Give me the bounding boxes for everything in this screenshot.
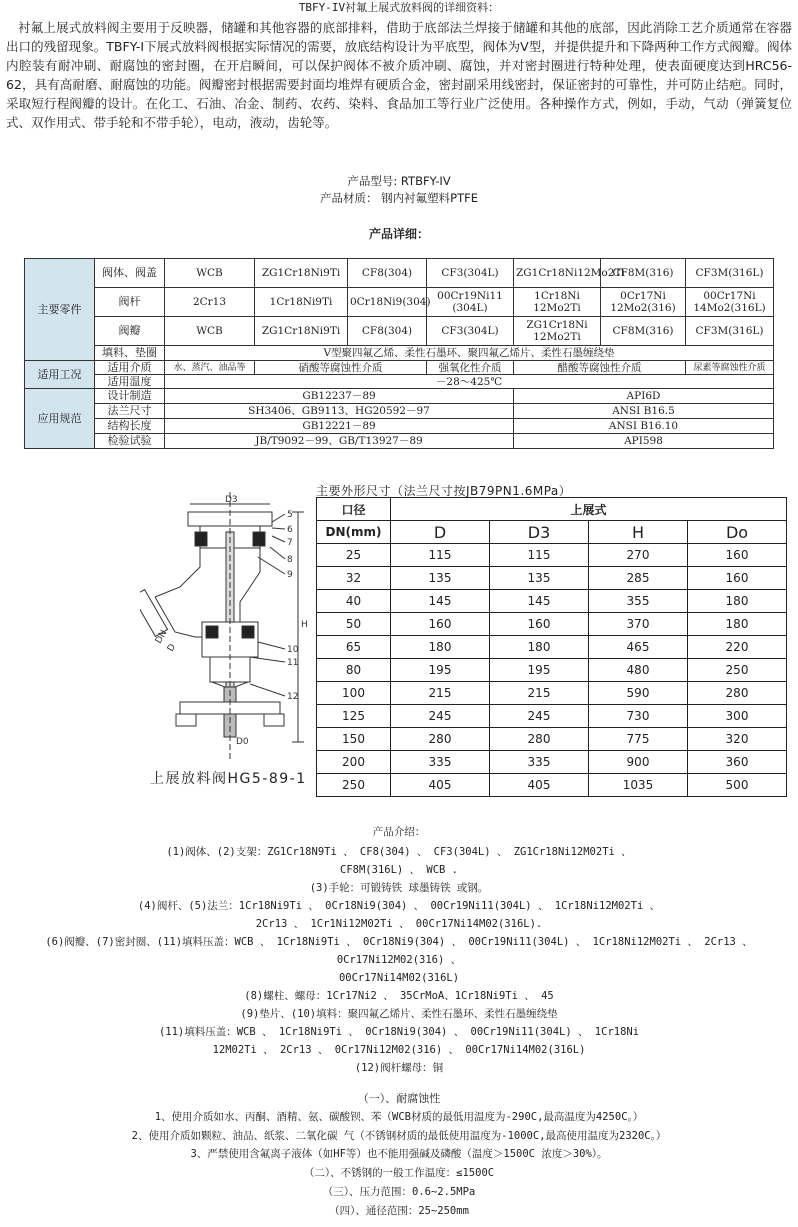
table-cell: 水、蒸汽、油品等 xyxy=(165,361,255,375)
table-cell: 145 xyxy=(391,590,490,613)
table-cell: 245 xyxy=(391,705,490,728)
table-cell: 115 xyxy=(490,544,589,567)
table-cell: 80 xyxy=(317,659,391,682)
table-row xyxy=(25,361,774,375)
table-cell: 180 xyxy=(688,590,787,613)
drawing-caption: 上展放料阀HG5-89-1 xyxy=(150,771,307,787)
table-cell: V型聚四氟乙烯、柔性石墨环、聚四氟乙烯片、柔性石墨缠绕垫 xyxy=(165,346,774,361)
table-cell: 2Cr13 xyxy=(165,288,255,317)
table-cell: 50 xyxy=(317,613,391,636)
header-type: 上展式 xyxy=(391,498,787,521)
header-col: D3 xyxy=(490,521,589,544)
table-row xyxy=(25,317,774,346)
table-cell: 180 xyxy=(391,636,490,659)
intro-section-line: 0Cr17Ni12M02(316) 、 xyxy=(336,954,462,966)
row-label: 阀杆 xyxy=(95,288,165,317)
detail-title: 产品详细： xyxy=(368,227,429,241)
table-cell: 强氧化性介质 xyxy=(427,361,514,375)
row-label: 阀瓣 xyxy=(95,317,165,346)
intro-section-line: (11)填料压盖：WCB 、 1Cr18Ni9Ti 、 0Cr18Ni9(304) 、 00Cr19Ni11(304L) 、 1Cr18Ni xyxy=(158,1026,640,1038)
table-cell: 370 xyxy=(589,613,688,636)
label-do: D0 xyxy=(236,737,249,747)
label-d3: D3 xyxy=(225,495,238,505)
table-cell: 355 xyxy=(589,590,688,613)
table-cell: 0Cr18Ni9(304) xyxy=(348,288,427,317)
table-row xyxy=(317,728,787,751)
intro-section-line: (1)阀体、(2)支架：ZG1Cr18N9Ti 、 CF8(304) 、 CF3(304L) 、 ZG1Cr18Ni12M02Ti 、 xyxy=(166,846,632,858)
table-cell: 1035 xyxy=(589,774,688,797)
table-row xyxy=(25,404,774,419)
bore-range: （四）、通径范围：25~250mm xyxy=(329,1205,469,1217)
table-cell: 500 xyxy=(688,774,787,797)
intro-section-line: CF8M(316L) 、 WCB . xyxy=(340,864,458,876)
table-cell: ANSI B16.5 xyxy=(514,404,774,419)
table-cell: ZG1Cr18Ni9Ti xyxy=(255,259,348,288)
table-cell: SH3406、GB9113、HG20592－97 xyxy=(165,404,514,419)
table-cell: 250 xyxy=(317,774,391,797)
table-cell: 180 xyxy=(688,613,787,636)
table-cell: 125 xyxy=(317,705,391,728)
table-row xyxy=(25,288,774,317)
table-cell: ZG1Cr18Ni12Mo2Ti xyxy=(514,259,601,288)
table-cell: 180 xyxy=(490,636,589,659)
table-cell: 32 xyxy=(317,567,391,590)
table-row xyxy=(25,259,774,288)
material-spec-table xyxy=(24,258,774,449)
table-cell: 25 xyxy=(317,544,391,567)
table-cell: CF3M(316L) xyxy=(686,317,774,346)
table-cell: 215 xyxy=(391,682,490,705)
table-cell: 335 xyxy=(490,751,589,774)
table-cell: API598 xyxy=(514,434,774,449)
table-row xyxy=(25,375,774,389)
corrosion-line: 3、严禁使用含氟离子液体（如HF等）也不能用强碱及磷酸（温度＞1500C 浓度＞30%）。 xyxy=(190,1148,608,1160)
corrosion-line: 2、使用介质如颗粒、油品、纸浆、二氧化碳 气（不锈钢材质的最低使用温度为-1000C,最高使用温度为2320C。） xyxy=(131,1130,667,1142)
table-cell: 270 xyxy=(589,544,688,567)
table-cell: CF8(304) xyxy=(348,317,427,346)
table-cell: 775 xyxy=(589,728,688,751)
table-cell: 1Cr18Ni 12Mo2Ti xyxy=(514,288,601,317)
table-row xyxy=(25,389,774,404)
table-cell: 尿素等腐蚀性介质 xyxy=(686,361,774,375)
table-row xyxy=(317,682,787,705)
table-cell: 40 xyxy=(317,590,391,613)
table-row xyxy=(317,567,787,590)
table-cell: CF3(304L) xyxy=(427,259,514,288)
intro-section-line: (3)手轮：可锻铸铁 球墨铸铁 或钢。 xyxy=(309,882,489,894)
table-cell: 65 xyxy=(317,636,391,659)
valve-drawing xyxy=(140,492,310,767)
row-label: 填料、垫圈 xyxy=(95,346,165,361)
table-cell: 220 xyxy=(688,636,787,659)
product-model: 产品型号: RTBFY-IV xyxy=(347,174,451,188)
table-cell: 215 xyxy=(490,682,589,705)
dimension-caption: 主要外形尺寸（法兰尺寸按JB79PN1.6MPa） xyxy=(316,484,572,498)
label-h: H xyxy=(301,620,308,630)
table-cell: 320 xyxy=(688,728,787,751)
table-cell: 160 xyxy=(688,567,787,590)
intro-section-line: (6)阀瓣、(7)密封圈、(11)填料压盖：WCB 、 1Cr18Ni9Ti 、 0Cr18Ni9(304) 、 00Cr19Ni11(304L) 、 1Cr18Ni12M02Ti 、 2Cr13 、 xyxy=(45,936,753,948)
table-cell: CF8M(316) xyxy=(601,259,686,288)
table-cell: 00Cr19Ni11 (304L) xyxy=(427,288,514,317)
table-cell: 280 xyxy=(490,728,589,751)
row-label: 适用介质 xyxy=(95,361,165,375)
table-row xyxy=(317,705,787,728)
table-cell: GB12237－89 xyxy=(165,389,514,404)
table-row xyxy=(317,774,787,797)
header-col: H xyxy=(589,521,688,544)
header-col: Do xyxy=(688,521,787,544)
table-cell: 100 xyxy=(317,682,391,705)
table-cell: ANSI B16.10 xyxy=(514,419,774,434)
pressure-range: （三）、压力范围：0.6~2.5MPa xyxy=(322,1186,476,1198)
page-title: TBFY-IV衬氟上展式放料阀的详细资料： xyxy=(298,1,500,14)
intro-section-title: 产品介绍： xyxy=(372,826,426,838)
table-row xyxy=(317,498,787,521)
group-parts: 主要零件 xyxy=(25,259,95,361)
table-cell: －28～425℃ xyxy=(165,375,774,389)
header-caliber: 口径 xyxy=(317,498,391,521)
table-cell: API6D xyxy=(514,389,774,404)
table-cell: 150 xyxy=(317,728,391,751)
table-cell: ZG1Cr18Ni 12Mo2Ti xyxy=(514,317,601,346)
table-cell: 335 xyxy=(391,751,490,774)
table-cell: GB12221－89 xyxy=(165,419,514,434)
table-cell: 135 xyxy=(490,567,589,590)
intro-section-line: 12M02Ti 、 2Cr13 、 0Cr17Ni12M02(316) 、 00Cr17Ni14M02(316L) xyxy=(212,1044,586,1056)
table-cell: 285 xyxy=(589,567,688,590)
table-cell: CF8M(316) xyxy=(601,317,686,346)
part-number: 7 xyxy=(287,538,293,548)
table-row xyxy=(317,544,787,567)
row-label: 设计制造 xyxy=(95,389,165,404)
part-number: 8 xyxy=(287,555,293,565)
corrosion-line: 1、使用介质如水、丙酮、酒精、氨、碳酸钡、苯（WCB材质的最低用温度为-290C,最高温度为4250C。） xyxy=(154,1111,644,1123)
table-cell: 405 xyxy=(490,774,589,797)
table-cell: 200 xyxy=(317,751,391,774)
table-cell: 115 xyxy=(391,544,490,567)
row-label: 检验试验 xyxy=(95,434,165,449)
table-cell: CF3(304L) xyxy=(427,317,514,346)
table-row xyxy=(317,521,787,544)
table-cell: JB/T9092－99、GB/T13927－89 xyxy=(165,434,514,449)
table-cell: 醋酸等腐蚀性介质 xyxy=(514,361,686,375)
corrosion-title: （一）、耐腐蚀性 xyxy=(357,1092,441,1105)
intro-section-line: (8)螺柱、螺母：1Cr17Ni2 、 35CrMoA、1Cr18Ni9Ti 、 45 xyxy=(244,990,554,1002)
group-conditions: 适用工况 xyxy=(25,361,95,389)
intro-section-line: 2Cr13 、 1Cr1Ni12M02Ti 、 00Cr17Ni14M02(316L). xyxy=(255,918,543,930)
table-cell: WCB xyxy=(165,317,255,346)
part-number: 5 xyxy=(287,510,293,520)
table-row xyxy=(25,346,774,361)
table-cell: 280 xyxy=(391,728,490,751)
table-row xyxy=(25,419,774,434)
table-cell: CF3M(316L) xyxy=(686,259,774,288)
table-cell: 160 xyxy=(490,613,589,636)
table-cell: 160 xyxy=(391,613,490,636)
table-cell: 00Cr17Ni 14Mo2(316L) xyxy=(686,288,774,317)
header-col: D xyxy=(391,521,490,544)
table-cell: 900 xyxy=(589,751,688,774)
table-cell: WCB xyxy=(165,259,255,288)
table-row xyxy=(25,434,774,449)
dimension-table xyxy=(316,497,787,797)
table-cell: 300 xyxy=(688,705,787,728)
table-cell: 465 xyxy=(589,636,688,659)
part-number: 11 xyxy=(287,658,299,668)
label-dn: DN xyxy=(153,628,170,646)
table-cell: 360 xyxy=(688,751,787,774)
table-cell: 195 xyxy=(391,659,490,682)
intro-paragraph: 衬氟上展式放料阀主要用于反映器，储罐和其他容器的底部排料，借助于底部法兰焊接于储罐和其他的底部，因此消除工艺介质通常在容器出口的残留现象。TBFY-Ⅰ下展式放料阀根据实际情况的需要，放底结构设计为平底型，阀体为V型，并提供提升和下降两种工作方式阀瓣。阀体内腔装有耐冲刷、耐腐蚀的密封圈，在开启瞬间，可以保护阀体不被介质冲刷、腐蚀，并对密封圈进行特种处理，使表面硬度达到HRC56-62，具有高耐磨、耐腐蚀的功能。阀瓣密封根据需要封面均堆焊有硬质合金，密封副采用线密封，保证密封的可靠性，并可防止结疤。同时，采取短行程阀瓣的设计。在化工、石油、冶金、制药、农药、染料、食品加工等行业广泛使用。各种操作方式，例如，手动，气动（弹簧复位式、双作用式、带手轮和不带手轮），电动，液动，齿轮等。 xyxy=(6,20,792,130)
table-row xyxy=(317,613,787,636)
table-row xyxy=(317,659,787,682)
part-number: 6 xyxy=(287,525,293,535)
part-number: 10 xyxy=(287,645,299,655)
label-d: D xyxy=(165,642,179,654)
table-cell: 250 xyxy=(688,659,787,682)
row-label: 结构长度 xyxy=(95,419,165,434)
table-cell: 730 xyxy=(589,705,688,728)
table-cell: 195 xyxy=(490,659,589,682)
table-cell: 280 xyxy=(688,682,787,705)
header-dn: DN(mm) xyxy=(317,521,391,544)
group-standards: 应用规范 xyxy=(25,389,95,449)
table-row xyxy=(317,636,787,659)
intro-section-line: (12)阀杆螺母：铜 xyxy=(354,1062,444,1074)
table-cell: 145 xyxy=(490,590,589,613)
table-cell: 480 xyxy=(589,659,688,682)
table-cell: 135 xyxy=(391,567,490,590)
table-cell: 245 xyxy=(490,705,589,728)
table-cell: 0Cr17Ni 12Mo2(316) xyxy=(601,288,686,317)
part-number: 9 xyxy=(287,570,293,580)
intro-section-line: 00Cr17Ni14M02(316L) xyxy=(338,972,460,984)
table-row xyxy=(317,751,787,774)
row-label: 法兰尺寸 xyxy=(95,404,165,419)
table-cell: 1Cr18Ni9Ti xyxy=(255,288,348,317)
row-label: 阀体、阀盖 xyxy=(95,259,165,288)
row-label: 适用温度 xyxy=(95,375,165,389)
intro-section-line: (4)阀杆、(5)法兰：1Cr18Ni9Ti 、 0Cr18Ni9(304) 、 00Cr19Ni11(304L) 、 1Cr18Ni12M02Ti 、 xyxy=(137,900,661,912)
product-material: 产品材质： 钢内衬氟塑料PTFE xyxy=(320,191,478,205)
table-cell: 590 xyxy=(589,682,688,705)
working-temperature: （二）、不锈钢的一般工作温度：≤1500C xyxy=(303,1167,495,1179)
part-number: 12 xyxy=(287,692,299,702)
intro-section-line: (9)垫片、(10)填料：聚四氟乙烯片、柔性石墨环、柔性石墨缠绕垫 xyxy=(240,1008,558,1020)
table-cell: 160 xyxy=(688,544,787,567)
table-cell: CF8(304) xyxy=(348,259,427,288)
table-cell: ZG1Cr18Ni9Ti xyxy=(255,317,348,346)
table-cell: 硝酸等腐蚀性介质 xyxy=(255,361,427,375)
table-cell: 405 xyxy=(391,774,490,797)
table-row xyxy=(317,590,787,613)
